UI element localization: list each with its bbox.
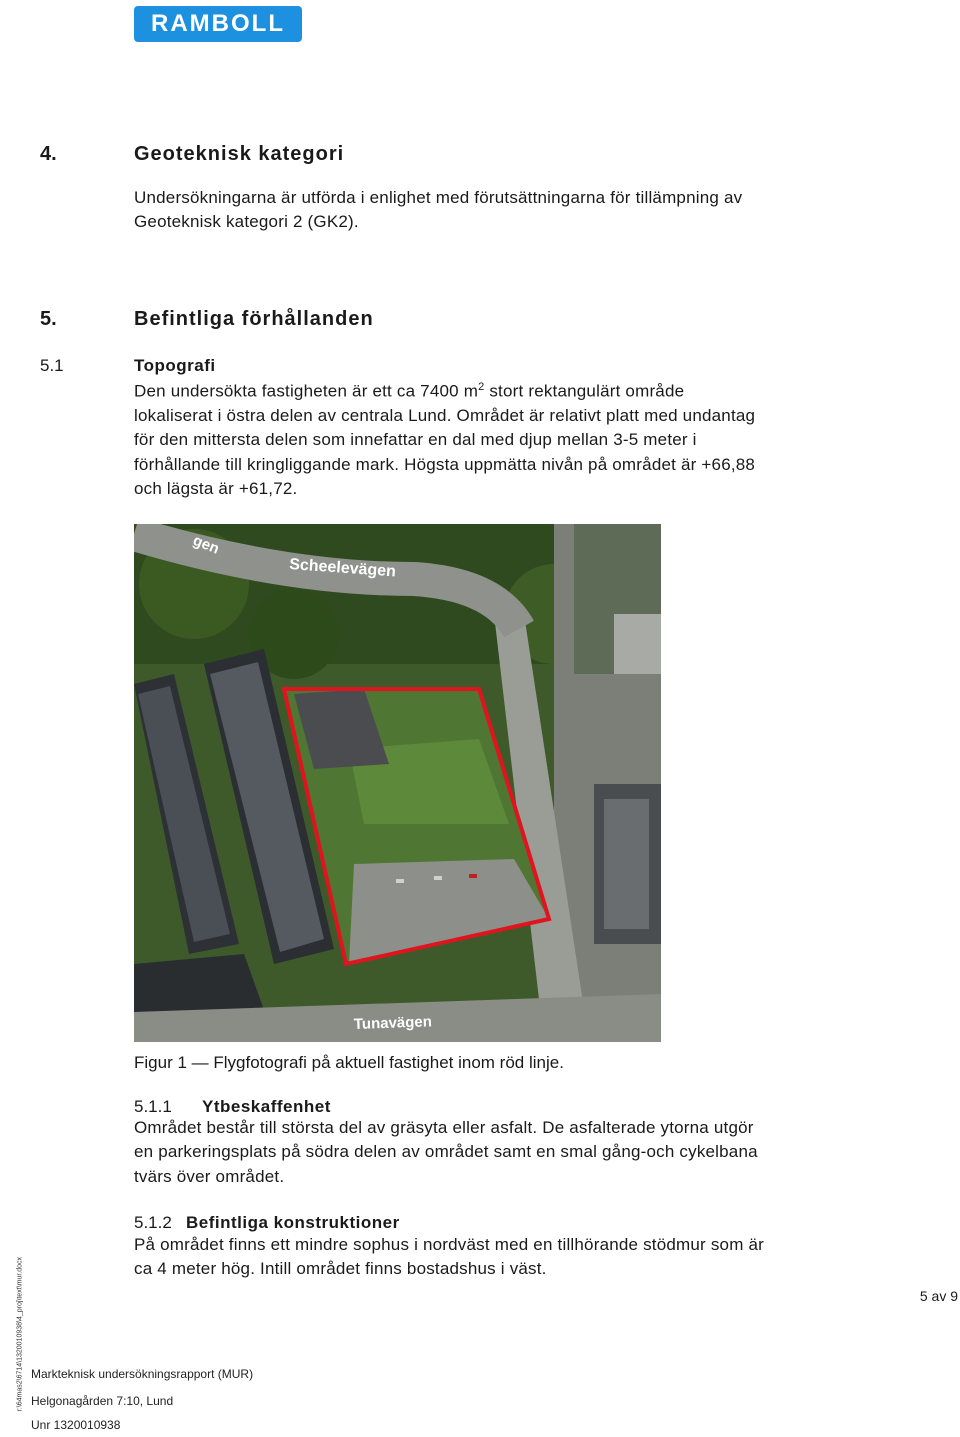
section-5-1-1-number: 5.1.1 xyxy=(134,1097,172,1116)
konstruktioner-paragraph xyxy=(134,1233,764,1282)
ytbeskaffenhet-paragraph xyxy=(134,1116,758,1189)
topografi-line-1a: Den undersökta fastigheten är ett ca 7400 m xyxy=(134,381,479,401)
footer-property: Helgonagården 7:10, Lund xyxy=(31,1394,174,1408)
section-4-line-1: Undersökningarna är utförda i enlighet med förutsättningarna för tillämpning av xyxy=(134,188,743,207)
topografi-line-3: för den mittersta delen som innefattar en dal med djup mellan 3-5 meter i xyxy=(134,430,697,450)
section-5-number: 5. xyxy=(40,308,57,330)
ramboll-logo: RAMBOLL xyxy=(134,6,302,42)
topografi-line-1 xyxy=(134,375,755,404)
topografi-line-2: lokaliserat i östra delen av centrala Lund. Området är relativt platt med undantag xyxy=(134,405,756,425)
footer-unr: Unr 1320010938 xyxy=(31,1418,121,1432)
ytbeskaffenhet-line-2: en parkeringsplats på södra delen av området samt en smal gång-och cykelbana xyxy=(134,1142,758,1162)
topografi-line-5: och lägsta är +61,72. xyxy=(134,478,298,498)
section-4-title: Geoteknisk kategori xyxy=(134,143,345,165)
section-5-1-title: Topografi xyxy=(134,356,216,375)
footer-report-title: Markteknisk undersökningsrapport (MUR) xyxy=(31,1367,254,1381)
section-5-1-2-title: Befintliga konstruktioner xyxy=(186,1213,400,1232)
section-5-1-1-title: Ytbeskaffenhet xyxy=(202,1097,331,1116)
ytbeskaffenhet-line-3: tvärs över området. xyxy=(134,1166,285,1186)
street-label-scheelevagen: Scheelevägen xyxy=(288,556,397,581)
section-4-line-2: Geoteknisk kategori 2 (GK2). xyxy=(134,212,359,232)
street-label-top-left: gen xyxy=(190,531,222,558)
ytbeskaffenhet-line-1: Området består till största del av gräsyta eller asfalt. De asfalterade ytorna utgör xyxy=(134,1118,754,1137)
section-5-title: Befintliga förhållanden xyxy=(134,308,374,330)
topografi-paragraph xyxy=(134,375,755,501)
topografi-line-4: förhållande till kringliggande mark. Högsta uppmätta nivån på området är +66,88 xyxy=(134,454,756,474)
section-4-number: 4. xyxy=(40,143,57,165)
aerial-photo xyxy=(134,524,661,1042)
section-5-1-2-number: 5.1.2 xyxy=(134,1213,172,1232)
figure-caption: Figur 1 — Flygfotografi på aktuell fastighet inom röd linje. xyxy=(134,1053,564,1072)
konstruktioner-line-1: På området finns ett mindre sophus i nordväst med en tillhörande stödmur som är xyxy=(134,1235,764,1254)
street-label-tunavagen: Tunavägen xyxy=(353,1013,433,1033)
konstruktioner-line-2: ca 4 meter hög. Intill området finns bostadshus i väst. xyxy=(134,1259,547,1279)
section-4-paragraph xyxy=(134,186,742,235)
aerial-photo-drawing xyxy=(134,524,661,1042)
page-number: 5 av 9 xyxy=(919,1288,958,1304)
side-file-path: r:\64mas2\6714\1320010938\4_proj\text\mur.docx xyxy=(16,1257,24,1412)
topografi-line-1b: stort rektangulärt område xyxy=(484,381,685,401)
superscript-2: 2 xyxy=(478,381,485,393)
section-5-1-number: 5.1 xyxy=(40,356,64,375)
